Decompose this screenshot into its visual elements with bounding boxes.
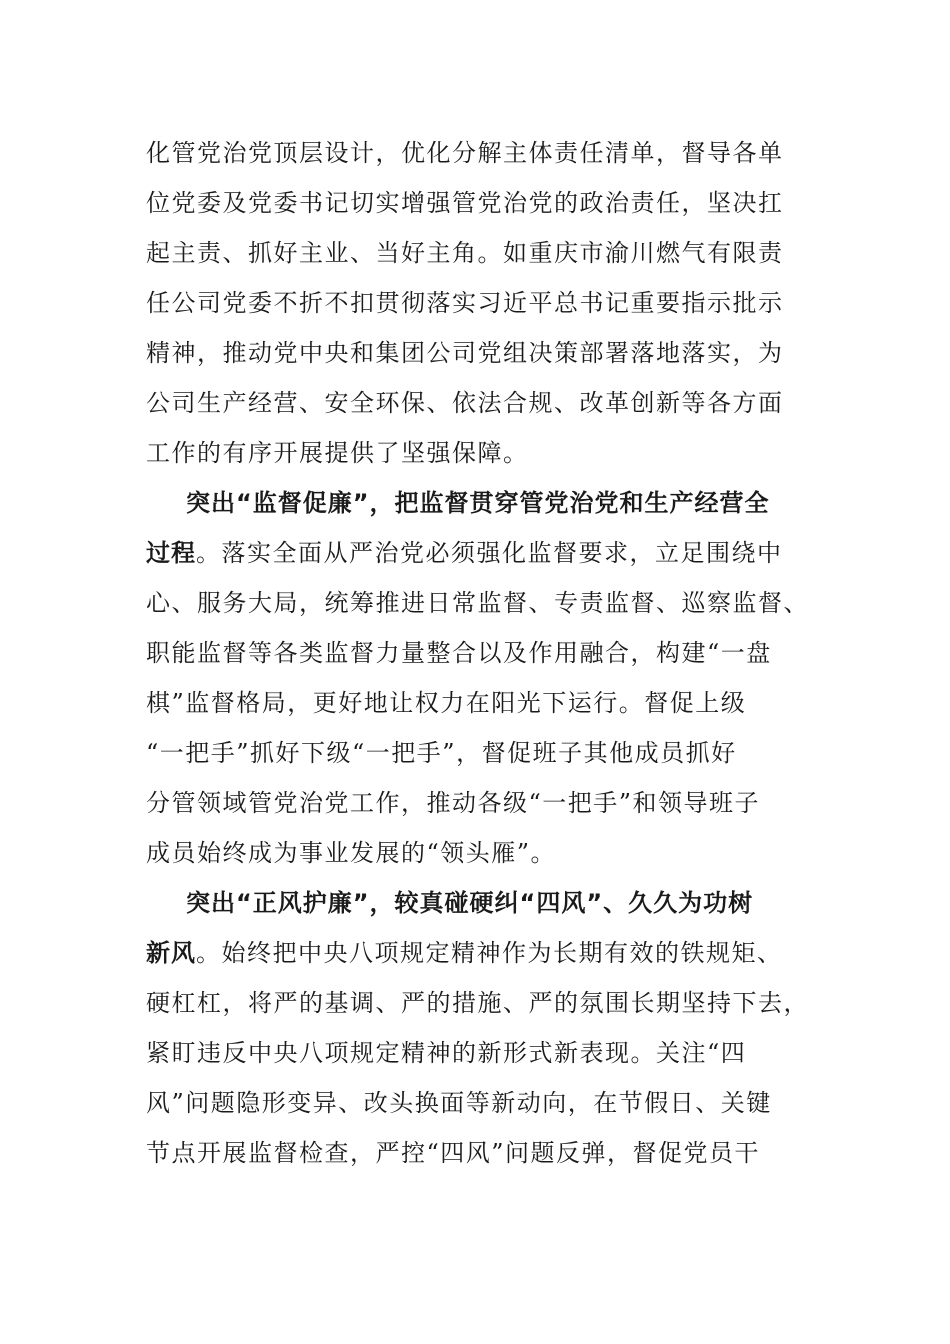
paragraph-heading-end: 新风 <box>146 939 196 967</box>
text-line: 起主责、抓好主业、当好主角。如重庆市渝川燃气有限责 <box>146 239 784 267</box>
text-line: 任公司党委不折不扣贯彻落实习近平总书记重要指示批示 <box>146 289 784 317</box>
text-line-rest: 。落实全面从严治党必须强化监督要求，立足围绕中 <box>196 539 783 567</box>
text-line: 心、服务大局，统筹推进日常监督、专责监督、巡察监督、 <box>146 589 809 617</box>
text-line <box>146 928 806 978</box>
paragraph-heading-end: 过程 <box>146 539 196 567</box>
paragraph-heading: 突出“监督促廉”，把监督贯穿管党治党和生产经营全 <box>186 489 770 517</box>
text-line: “一把手”抓好下级“一把手”，督促班子其他成员抓好 <box>146 739 737 767</box>
text-line: 精神，推动党中央和集团公司党组决策部署落地落实，为 <box>146 339 784 367</box>
paragraph-3 <box>146 878 809 1178</box>
text-line: 职能监督等各类监督力量整合以及作用融合，构建“一盘 <box>146 639 772 667</box>
text-line: 节点开展监督检查，严控“四风”问题反弹，督促党员干 <box>146 1139 761 1167</box>
text-line: 风”问题隐形变异、改头换面等新动向，在节假日、关键 <box>146 1089 772 1117</box>
text-line: 分管领域管党治党工作，推动各级“一把手”和领导班子 <box>146 789 761 817</box>
text-line: 棋”监督格局，更好地让权力在阳光下运行。督促上级 <box>146 689 747 717</box>
text-line: 公司生产经营、安全环保、依法合规、改革创新等各方面 <box>146 389 784 417</box>
text-line <box>146 528 806 578</box>
paragraph-2 <box>146 478 809 878</box>
document-body <box>146 128 809 1178</box>
text-line-rest: 。始终把中央八项规定精神作为长期有效的铁规矩、 <box>196 939 783 967</box>
text-line: 工作的有序开展提供了坚强保障。 <box>146 439 529 467</box>
text-line: 化管党治党顶层设计，优化分解主体责任清单，督导各单 <box>146 139 784 167</box>
text-line: 硬杠杠，将严的基调、严的措施、严的氛围长期坚持下去， <box>146 989 809 1017</box>
paragraph-heading: 突出“正风护廉”，较真碰硬纠“四风”、久久为功树 <box>186 889 754 917</box>
text-line: 位党委及党委书记切实增强管党治党的政治责任，坚决扛 <box>146 189 784 217</box>
text-line: 紧盯违反中央八项规定精神的新形式新表现。关注“四 <box>146 1039 747 1067</box>
paragraph-1 <box>146 128 806 478</box>
text-line: 成员始终成为事业发展的“领头雁”。 <box>146 839 557 867</box>
